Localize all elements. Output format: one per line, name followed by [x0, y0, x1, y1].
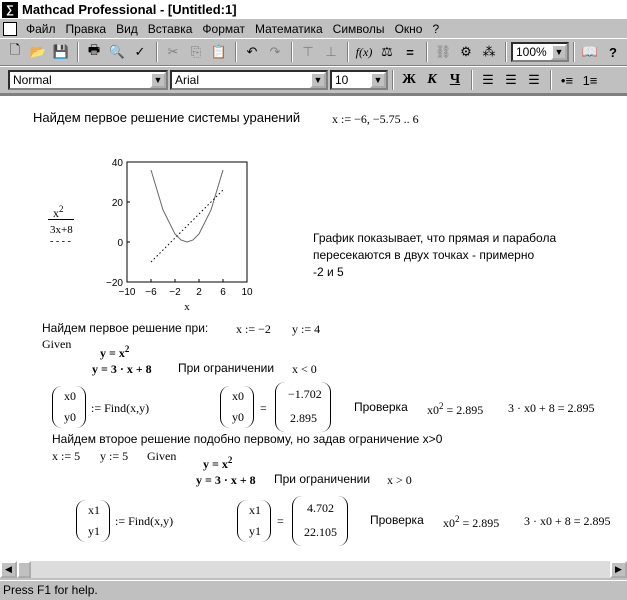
toolbar-separator: [291, 42, 293, 62]
legend-line: 3x+8: [50, 224, 73, 236]
result-value: 4.702: [307, 501, 334, 515]
toolbar-separator: [573, 42, 575, 62]
formatting-toolbar: [0, 66, 627, 94]
menu-bar: [0, 19, 627, 38]
constraint-label-2: При ограничении: [274, 472, 371, 486]
vector-cell: x0: [232, 389, 244, 403]
equation-line-1: y = 3 · x + 8: [92, 362, 152, 376]
zoom-select[interactable]: [511, 42, 569, 62]
status-bar: [0, 580, 627, 600]
solution-vector-2: [76, 500, 110, 542]
style-value: Normal: [13, 73, 52, 87]
status-text: Press F1 for help.: [3, 583, 98, 597]
horizontal-scrollbar[interactable]: [0, 561, 627, 578]
vector-cell: y0: [64, 410, 76, 424]
vector-cell: x0: [64, 389, 76, 403]
x-tick-label: −6: [145, 287, 157, 298]
resources-book-icon[interactable]: 📖: [581, 44, 599, 59]
menu-math[interactable]: Математика: [255, 21, 323, 36]
equals-sign-1: =: [260, 401, 267, 415]
insert-unit-icon[interactable]: ⚖: [381, 44, 393, 59]
worksheet[interactable]: [0, 94, 627, 561]
menu-insert[interactable]: Вставка: [147, 21, 193, 36]
result-value: 2.895: [290, 411, 317, 425]
init-y1: y := 4: [292, 322, 321, 336]
document-icon[interactable]: [3, 22, 17, 36]
align-center-icon[interactable]: ☰: [505, 72, 517, 87]
given-2: Given: [147, 449, 177, 463]
result-vector-names-2: [237, 500, 271, 542]
note-line-1: График показывает, что прямая и парабола: [313, 231, 557, 245]
toolbar-separator: [392, 70, 394, 90]
underline-button[interactable]: Ч: [449, 72, 461, 87]
equation-parabola-2: $y = x^2$: [203, 455, 233, 471]
print-preview-icon[interactable]: 🔍: [108, 44, 126, 59]
font-size-select[interactable]: [330, 70, 388, 90]
equals-sign-2: =: [277, 514, 284, 528]
new-file-icon[interactable]: 🗋: [9, 42, 21, 57]
legend-parabola: $x^2$: [53, 204, 64, 220]
bold-button[interactable]: Ж: [402, 72, 416, 87]
numbered-list-icon[interactable]: 1≡: [582, 72, 598, 88]
chevron-down-icon[interactable]: ▼: [150, 72, 166, 88]
result-value: −1.702: [288, 387, 322, 401]
check-line-2: 3 · x0 + 8 = 2.895: [524, 514, 611, 528]
find-call-1: := Find(x,y): [91, 401, 150, 415]
init-y2: y := 5: [100, 449, 129, 463]
check-square-2: $x0^2 = 2.895$: [443, 514, 500, 530]
constraint-1: x < 0: [292, 362, 317, 376]
align-across-icon[interactable]: ⊤: [302, 44, 314, 59]
title-bar: [0, 0, 627, 19]
check-line-1: 3 · x0 + 8 = 2.895: [508, 401, 595, 415]
y-tick-label: 0: [117, 238, 123, 249]
cut-icon[interactable]: ✂: [167, 44, 179, 59]
x-tick-label: 6: [220, 287, 226, 298]
y-tick-label: −20: [106, 278, 123, 289]
mathcad-icon: ∑: [2, 2, 18, 18]
font-value: Arial: [175, 73, 200, 87]
init-x1: x := −2: [236, 322, 271, 336]
align-down-icon[interactable]: ⊥: [325, 44, 337, 59]
bullet-list-icon[interactable]: •≡: [560, 72, 574, 88]
menu-window[interactable]: Окно: [394, 21, 423, 36]
y-tick-label: 20: [111, 198, 123, 209]
scroll-thumb[interactable]: [17, 561, 31, 578]
window-title: Mathcad Professional - [Untitled:1]: [22, 2, 237, 17]
x-axis-label: x: [184, 301, 190, 313]
equation-line-2: y = 3 · x + 8: [196, 473, 256, 487]
align-right-icon[interactable]: ☰: [528, 72, 540, 87]
calculate-icon[interactable]: =: [406, 44, 414, 60]
x-tick-label: −10: [118, 287, 136, 298]
align-left-icon[interactable]: ☰: [482, 72, 494, 87]
save-icon[interactable]: 💾: [52, 44, 70, 59]
menu-view[interactable]: Вид: [116, 21, 138, 36]
check-square-1: $x0^2 = 2.895$: [427, 401, 484, 417]
legend-divider: [48, 219, 74, 220]
chevron-down-icon[interactable]: ▼: [370, 72, 386, 88]
result-values-2: [292, 496, 348, 546]
result-vector-names-1: [220, 386, 254, 428]
insert-function-icon[interactable]: f(x): [355, 44, 373, 59]
vector-cell: y1: [249, 524, 261, 538]
insert-component-icon[interactable]: ⚙: [460, 44, 472, 59]
series-parabola: [151, 170, 223, 242]
paste-icon[interactable]: 📋: [210, 44, 228, 59]
chevron-down-icon[interactable]: ▼: [551, 44, 567, 60]
open-folder-icon[interactable]: 📂: [29, 44, 47, 59]
menu-edit[interactable]: Правка: [65, 21, 107, 36]
spell-check-icon[interactable]: ✓: [134, 44, 146, 59]
style-select[interactable]: [8, 70, 168, 90]
first-solution-text: Найдем первое решение при:: [42, 321, 209, 335]
toolbar-separator: [235, 42, 237, 62]
toolbar-separator: [505, 42, 507, 62]
menu-symbolics[interactable]: Символы: [332, 21, 385, 36]
constraint-2: x > 0: [387, 473, 412, 487]
result-values-1: [275, 382, 331, 432]
xy-plot[interactable]: [80, 156, 270, 316]
x-tick-label: 10: [241, 287, 253, 298]
scroll-left-icon[interactable]: ◀: [0, 561, 17, 578]
toolbar-separator: [550, 70, 552, 90]
insert-hyperlink-icon[interactable]: ⛓: [434, 44, 452, 59]
help-question-icon[interactable]: ?: [609, 44, 617, 60]
range-definition: x := −6, −5.75 .. 6: [332, 112, 419, 126]
check-label-1: Проверка: [354, 400, 408, 414]
vector-cell: x1: [249, 503, 261, 517]
resource-center-icon[interactable]: ⁂: [482, 44, 496, 59]
toolbar-separator: [426, 42, 428, 62]
zoom-value: 100%: [516, 45, 547, 59]
toolbar-separator: [347, 42, 349, 62]
x-tick-label: −2: [169, 287, 181, 298]
series-line-3x8: [151, 190, 223, 262]
heading-first-solution: Найдем первое решение системы уранений: [33, 110, 301, 125]
font-size-value: 10: [335, 73, 349, 87]
second-solution-text: Найдем второе решение подобно первому, но задав ограничение x>0: [52, 432, 443, 446]
menu-format[interactable]: Формат: [202, 21, 246, 36]
toolbar-separator: [156, 42, 158, 62]
find-call-2: := Find(x,y): [115, 514, 174, 528]
solution-vector-1: [52, 386, 86, 428]
copy-icon[interactable]: ⎘: [190, 44, 202, 59]
given-1: Given: [42, 337, 72, 351]
constraint-label-1: При ограничении: [178, 361, 275, 375]
menu-file[interactable]: Файл: [26, 21, 56, 36]
toolbar-separator: [77, 42, 79, 62]
legend-dash-marker: - - - -: [50, 236, 71, 247]
equation-parabola-1: $y = x^2$: [100, 344, 130, 360]
italic-button[interactable]: К: [427, 72, 437, 87]
note-line-2: пересекаются в двух точках - примерно: [313, 248, 535, 262]
undo-icon[interactable]: ↶: [246, 44, 258, 59]
scroll-right-icon[interactable]: ▶: [610, 561, 627, 578]
chevron-down-icon[interactable]: ▼: [310, 72, 326, 88]
standard-toolbar: [0, 38, 627, 66]
menu-help[interactable]: ?: [432, 21, 440, 36]
result-value: 22.105: [304, 525, 337, 539]
toolbar-separator: [471, 70, 473, 90]
y-tick-label: 40: [111, 158, 123, 169]
plot-frame: [127, 162, 247, 282]
init-x2: x := 5: [52, 449, 81, 463]
note-line-3: -2 и 5: [313, 265, 344, 279]
vector-cell: y0: [232, 410, 244, 424]
vector-cell: x1: [88, 503, 100, 517]
font-select[interactable]: [170, 70, 328, 90]
x-tick-label: 2: [196, 287, 202, 298]
check-label-2: Проверка: [370, 513, 424, 527]
print-icon[interactable]: 🖶: [87, 42, 101, 57]
vector-cell: y1: [88, 524, 100, 538]
redo-icon[interactable]: ↷: [269, 44, 281, 59]
